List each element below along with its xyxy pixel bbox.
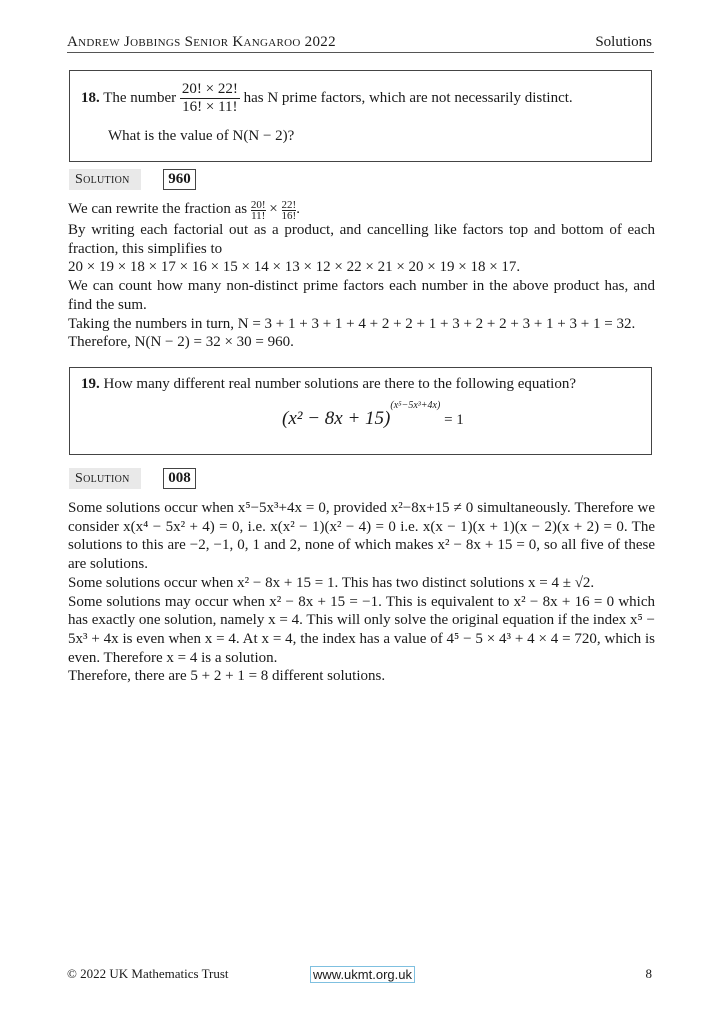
times-sign: × bbox=[269, 201, 278, 217]
question-19-text: How many different real number solutions are there to the following equation? bbox=[103, 376, 576, 392]
fraction-22-over-16: $\frac{22!}{16!}$ bbox=[281, 199, 297, 222]
solution-18-line-3: 20 × 19 × 18 × 17 × 16 × 15 × 14 × 13 × 12 × 22 × 21 × 20 × 19 × 18 × 17. bbox=[68, 259, 521, 276]
solution-19-para-3: Some solutions may occur when x² − 8x + 15 = −1. This is equivalent to x² − 8x + 16 = 0 which has exactly one solution, namely x = 4. This will only solve the original equation if the index x⁵ − 5x³ + 4x is even when x = 4. At x = 4, the index has a value of 4⁵ − 5 × 4³ + 4 × 4 = 720, which is even. Therefore x = 4 is a solution. bbox=[68, 593, 655, 666]
fraction-denominator: 16! × 11! bbox=[182, 99, 238, 115]
solution-19-para-1: Some solutions occur when x⁵−5x³+4x = 0, provided x²−8x+15 ≠ 0 simultaneously. Therefore we consider x(x⁴ − 5x² + 4) = 0, i.e. x(x² − 1)(x² − 4) = 0 i.e. x(x − 1)(x + 1)(x − 2)(x + 2) = 0. The solutions to this are −2, −1, 0, 1 and 2, none of which makes x² − 8x + 15 = 0, so all five of these are solutions. bbox=[68, 500, 655, 573]
solution-18-line-1: We can rewrite the fraction as $\frac{20!}{11!}$ × $\frac{22!}{16!}$ . bbox=[68, 199, 300, 222]
header-rule bbox=[67, 52, 654, 53]
solution-19-answer: 008 bbox=[163, 468, 196, 489]
question-19-number: 19. bbox=[81, 376, 100, 392]
solution-19-para-4: Therefore, there are 5 + 2 + 1 = 8 different solutions. bbox=[68, 668, 386, 685]
solution-18-line-1-text: We can rewrite the fraction as bbox=[68, 201, 248, 217]
question-19-equation bbox=[282, 400, 464, 430]
question-19-box bbox=[69, 367, 652, 455]
footer-page-number: 8 bbox=[645, 966, 652, 981]
solution-19-label: Solution bbox=[69, 468, 141, 489]
equation-exponent: (x⁵−5x³+4x) bbox=[390, 400, 441, 411]
header-title: Andrew Jobbings Senior Kangaroo 2022 bbox=[67, 34, 336, 50]
solution-18-body bbox=[68, 200, 655, 352]
solution-18-line-5: Taking the numbers in turn, N = 3 + 1 + 3 + 1 + 4 + 2 + 2 + 1 + 3 + 2 + 2 + 3 + 1 + 3 + 1 = 32. bbox=[68, 315, 636, 332]
equation-rhs: = 1 bbox=[444, 412, 464, 428]
question-18-box bbox=[69, 70, 652, 162]
equation-base: (x² − 8x + 15) bbox=[282, 408, 391, 429]
solution-18-line-6: Therefore, N(N − 2) = 32 × 30 = 960. bbox=[68, 334, 294, 351]
footer-url-link[interactable]: www.ukmt.org.uk bbox=[310, 966, 415, 983]
footer-copyright: © 2022 UK Mathematics Trust bbox=[67, 966, 229, 981]
header-section: Solutions bbox=[595, 34, 652, 50]
question-18-statement bbox=[81, 81, 573, 116]
question-18-question: What is the value of N(N − 2)? bbox=[108, 128, 295, 144]
question-18-number: 18. bbox=[81, 89, 100, 106]
question-18-text-after: has N prime factors, which are not necessarily distinct. bbox=[243, 89, 573, 106]
solution-18-label: Solution bbox=[69, 169, 141, 190]
solution-18-line-2: By writing each factorial out as a product, and cancelling like factors top and bottom of each fraction, this simplifies to bbox=[68, 222, 655, 257]
fraction-numerator: 20! × 22! bbox=[181, 81, 238, 97]
question-18-text-before: The number bbox=[103, 89, 177, 106]
question-19-statement bbox=[81, 376, 576, 393]
fraction-20-over-11: $\frac{20!}{11!}$ bbox=[250, 199, 266, 222]
solution-19-para-2: Some solutions occur when x² − 8x + 15 = 1. This has two distinct solutions x = 4 ± √2. bbox=[68, 574, 595, 591]
solution-18-line-4: We can count how many non-distinct prime factors each number in the above product has, and find the sum. bbox=[68, 278, 655, 313]
question-18-fraction bbox=[180, 81, 240, 116]
solution-18-answer: 960 bbox=[163, 169, 196, 190]
solution-19-body bbox=[68, 499, 655, 686]
